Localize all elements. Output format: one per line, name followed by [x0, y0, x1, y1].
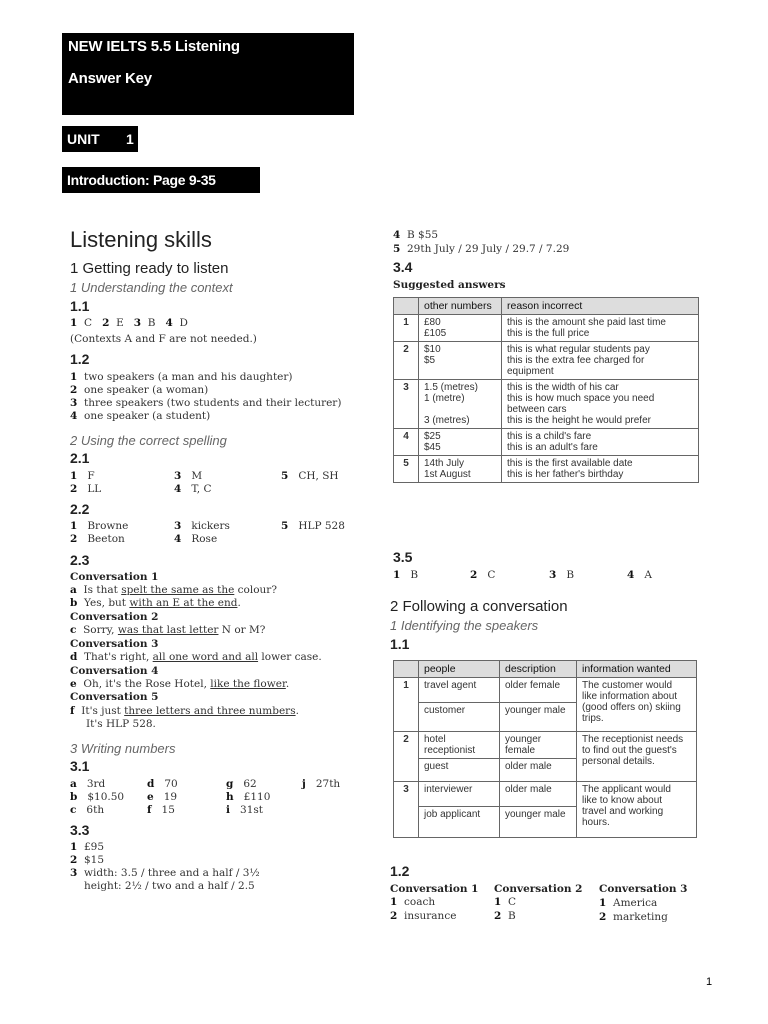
table-header-cell: information wanted	[577, 661, 697, 678]
suggested-answers-label: Suggested answers	[393, 279, 506, 291]
list-item: 4 B $55	[393, 229, 439, 241]
list-item: d That's right, all one word and all lower case.	[70, 651, 322, 663]
table-header-cell: description	[500, 661, 577, 678]
table-cell: 2	[394, 732, 419, 782]
list-item: 2 one speaker (a woman)	[70, 384, 209, 396]
table-cell: this is the width of his car this is how much space you need between cars this is the height he would prefer	[502, 380, 699, 429]
table-cell: older female	[500, 678, 577, 703]
table-row	[394, 456, 699, 483]
page-number: 1	[706, 976, 713, 988]
list-item: c Sorry, was that last letter N or M?	[70, 624, 266, 636]
list-item: b Yes, but with an E at the end.	[70, 597, 241, 609]
table-cell: older male	[500, 759, 577, 782]
section-3-subtitle: 3 Writing numbers	[70, 741, 176, 756]
table-cell: interviewer	[419, 782, 500, 807]
list-item: 5 29th July / 29 July / 29.7 / 7.29	[393, 243, 570, 255]
speakers-table	[393, 660, 697, 838]
table-cell: The applicant would like to know about travel and working hours.	[577, 782, 697, 838]
list-item: 3 M	[174, 470, 203, 482]
table-header-cell: people	[419, 661, 500, 678]
table-cell: 1	[394, 315, 419, 342]
list-item: b $10.50	[70, 791, 125, 803]
list-item: height: 2½ / two and a half / 2.5	[84, 880, 255, 892]
table-cell: 14th July 1st August	[419, 456, 502, 483]
list-item: h £110	[226, 791, 271, 803]
table-row	[394, 429, 699, 456]
list-item: 4 Rose	[174, 533, 218, 545]
list-item: 1 B	[393, 569, 419, 581]
header-title: NEW IELTS 5.5 Listening	[68, 38, 240, 55]
list-item: 4 T, C	[174, 483, 212, 495]
section-2-subtitle: 2 Using the correct spelling	[70, 433, 227, 448]
list-item: 2 LL	[70, 483, 102, 495]
table-cell: guest	[419, 759, 500, 782]
section-1-title: 1 Getting ready to listen	[70, 260, 229, 277]
table-header-row	[394, 298, 699, 315]
table-cell: younger male	[500, 807, 577, 838]
list-item: 3 three speakers (two students and their lecturer)	[70, 397, 342, 409]
list-item: 2 C	[470, 569, 496, 581]
table-cell: $10 $5	[419, 342, 502, 380]
q-1-1-right-label: 1.1	[390, 636, 410, 652]
q-3-5-label: 3.5	[393, 549, 413, 565]
table-cell: $25 $45	[419, 429, 502, 456]
table-cell: £80 £105	[419, 315, 502, 342]
table-cell: 3	[394, 782, 419, 838]
list-item: 2 insurance	[390, 910, 457, 922]
list-item: 1 F	[70, 470, 95, 482]
table-cell: The receptionist needs to find out the guest's personal details.	[577, 732, 697, 782]
q-3-3-label: 3.3	[70, 822, 90, 838]
header-subtitle: Answer Key	[68, 70, 152, 87]
table-row	[394, 678, 697, 703]
list-item: 4 one speaker (a student)	[70, 410, 211, 422]
table-cell: 2	[394, 342, 419, 380]
q-3-1-label: 3.1	[70, 758, 90, 774]
table-cell: this is what regular students pay this is the extra fee charged for equipment	[502, 342, 699, 380]
table-row	[394, 782, 697, 807]
list-item: 1 £95	[70, 841, 105, 853]
header-title-box	[62, 33, 354, 115]
list-item: g 62	[226, 778, 257, 790]
reasons-table	[393, 297, 699, 483]
conversation-heading: Conversation 3	[70, 638, 159, 650]
table-cell: this is a child's fare this is an adult's fare	[502, 429, 699, 456]
section-2-title: 2 Following a conversation	[390, 598, 568, 615]
table-cell: older male	[500, 782, 577, 807]
table-cell: travel agent	[419, 678, 500, 703]
list-item: 1 America	[599, 897, 658, 909]
list-item: e 19	[147, 791, 178, 803]
conversation-heading: Conversation 2	[494, 883, 583, 895]
table-cell: 1	[394, 678, 419, 732]
table-header-row	[394, 661, 697, 678]
list-item: 2 B	[494, 910, 516, 922]
section-2-right-subtitle: 1 Identifying the speakers	[390, 618, 539, 633]
list-item: d 70	[147, 778, 178, 790]
q-1-1-label: 1.1	[70, 298, 90, 314]
q-1-1-answers: 1 C 2 E 3 B 4 D	[70, 317, 188, 329]
table-row	[394, 315, 699, 342]
list-item: 2 marketing	[599, 911, 668, 923]
table-row	[394, 342, 699, 380]
list-item: It's HLP 528.	[86, 718, 156, 730]
table-cell: The customer would like information about (good offers on) skiing trips.	[577, 678, 697, 732]
table-cell: younger female	[500, 732, 577, 759]
table-cell: 1.5 (metres) 1 (metre) 3 (metres)	[419, 380, 502, 429]
conversation-heading: Conversation 1	[390, 883, 479, 895]
q-2-1-label: 2.1	[70, 450, 90, 466]
unit-number: 1	[126, 131, 134, 147]
conversation-heading: Conversation 3	[599, 883, 688, 895]
conversation-heading: Conversation 5	[70, 691, 159, 703]
table-cell: this is the amount she paid last time this is the full price	[502, 315, 699, 342]
table-cell: younger male	[500, 703, 577, 732]
intro-label: Introduction: Page 9-35	[67, 172, 216, 188]
table-row	[394, 732, 697, 759]
list-item: j 27th	[302, 778, 341, 790]
q-1-1-note: (Contexts A and F are not needed.)	[70, 333, 257, 345]
list-item: c 6th	[70, 804, 105, 816]
list-item: 3 kickers	[174, 520, 230, 532]
list-item: 1 coach	[390, 896, 436, 908]
list-item: 5 CH, SH	[281, 470, 339, 482]
table-cell: job applicant	[419, 807, 500, 838]
table-cell: 5	[394, 456, 419, 483]
conversation-heading: Conversation 1	[70, 571, 159, 583]
list-item: 2 Beeton	[70, 533, 125, 545]
list-item: 4 A	[627, 569, 652, 581]
conversation-heading: Conversation 2	[70, 611, 159, 623]
table-cell: customer	[419, 703, 500, 732]
list-item: i 31st	[226, 804, 263, 816]
q-2-3-label: 2.3	[70, 552, 90, 568]
table-cell: hotel receptionist	[419, 732, 500, 759]
list-item: 5 HLP 528	[281, 520, 345, 532]
table-header-cell: other numbers	[419, 298, 502, 315]
table-cell: 4	[394, 429, 419, 456]
intro-box	[62, 167, 260, 193]
unit-label: UNIT	[67, 131, 100, 147]
list-item: e Oh, it's the Rose Hotel, like the flower.	[70, 678, 290, 690]
list-item: f It's just three letters and three numbers.	[70, 705, 299, 717]
q-2-2-label: 2.2	[70, 501, 90, 517]
list-item: a 3rd	[70, 778, 106, 790]
list-item: f 15	[147, 804, 175, 816]
table-header-cell	[394, 661, 419, 678]
table-header-cell	[394, 298, 419, 315]
table-cell: this is the first available date this is her father's birthday	[502, 456, 699, 483]
conversation-heading: Conversation 4	[70, 665, 159, 677]
table-header-cell: reason incorrect	[502, 298, 699, 315]
q-1-2-label: 1.2	[70, 351, 90, 367]
list-item: 1 two speakers (a man and his daughter)	[70, 371, 293, 383]
list-item: 1 Browne	[70, 520, 129, 532]
table-cell: 3	[394, 380, 419, 429]
q-1-2-right-label: 1.2	[390, 863, 410, 879]
list-item: a Is that spelt the same as the colour?	[70, 584, 277, 596]
list-item: 2 $15	[70, 854, 105, 866]
table-row	[394, 380, 699, 429]
list-item: 3 B	[549, 569, 575, 581]
unit-box	[62, 126, 138, 152]
list-item: 1 C	[494, 896, 517, 908]
list-item: 3 width: 3.5 / three and a half / 3½	[70, 867, 260, 879]
page-title: Listening skills	[70, 227, 212, 252]
section-1-subtitle: 1 Understanding the context	[70, 280, 233, 295]
q-3-4-label: 3.4	[393, 259, 413, 275]
